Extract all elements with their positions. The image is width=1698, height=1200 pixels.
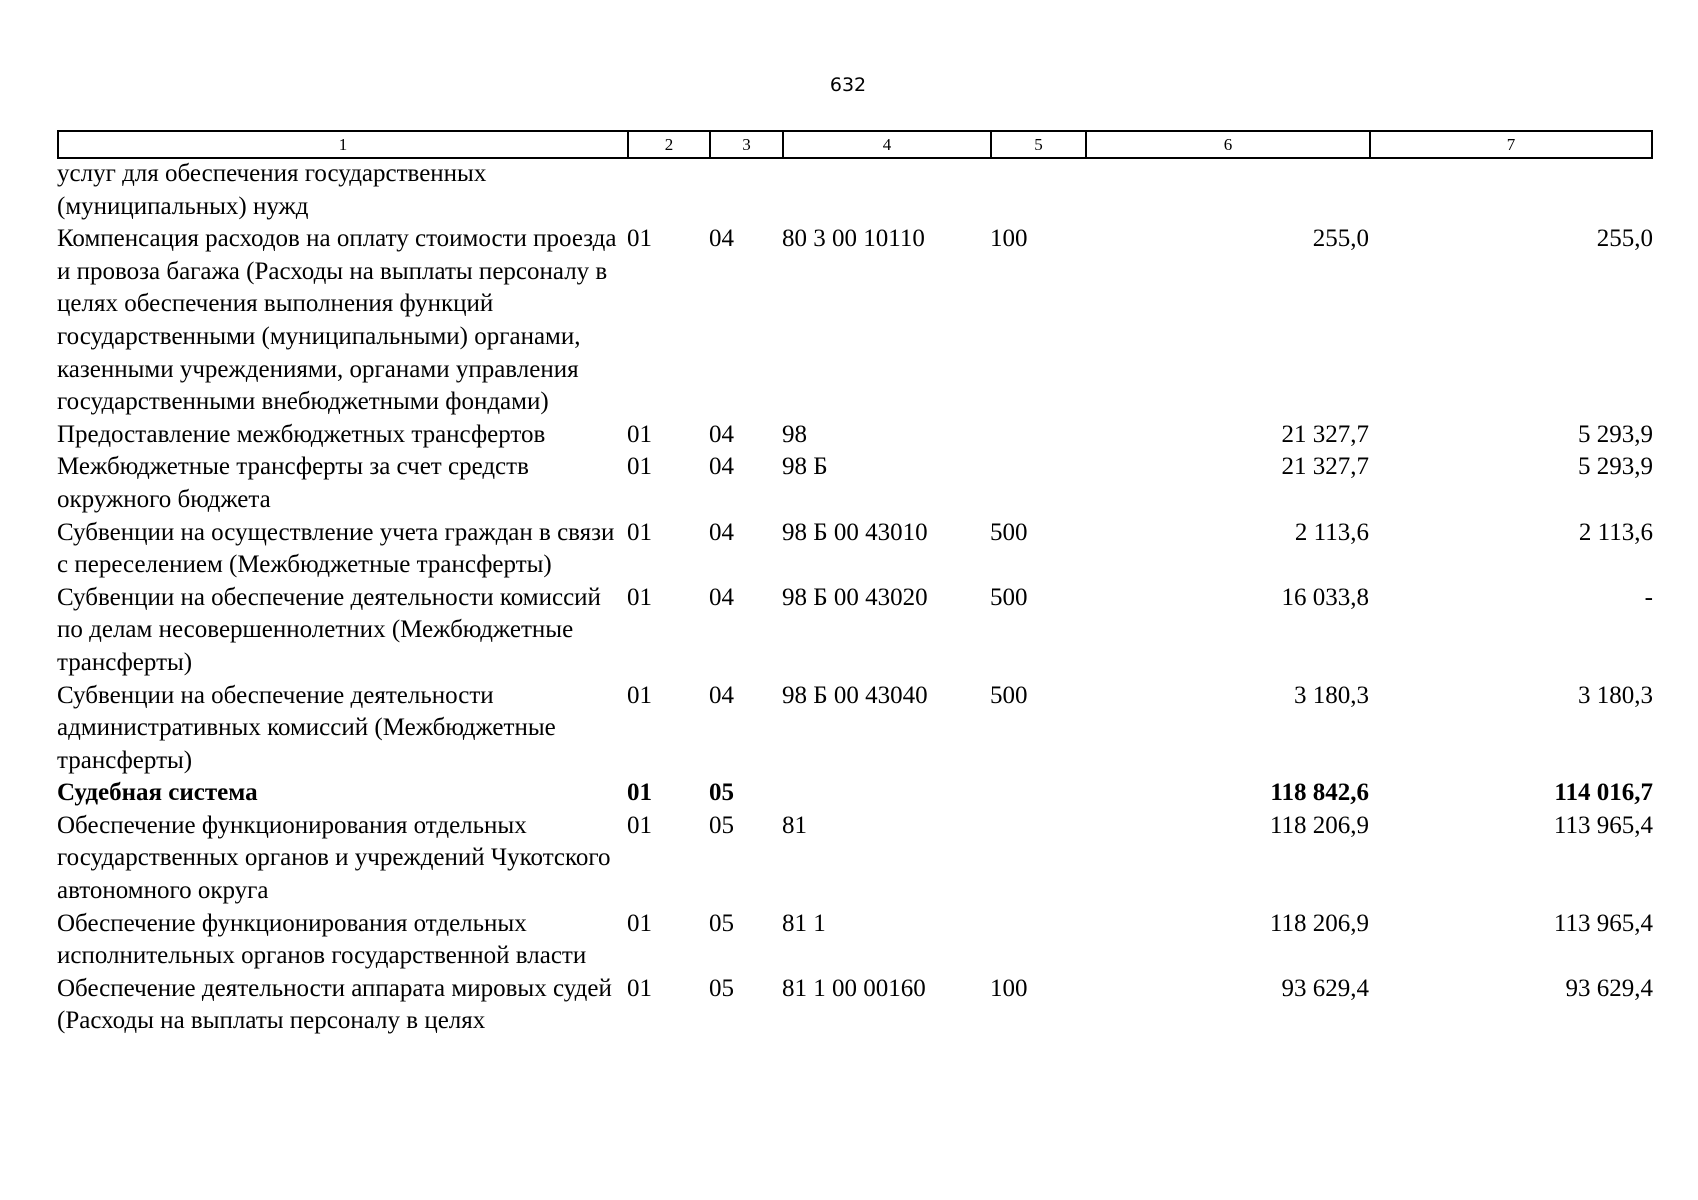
row-expense-type-cell: 100 (990, 225, 1028, 253)
row-name-cell: Субвенции на обеспечение деятельности административных комиссий (Межбюджетные трансферты) (57, 681, 556, 774)
row-amount-2-cell: - (1644, 583, 1653, 611)
row-expense-type-cell: 500 (990, 518, 1028, 546)
table-row (57, 810, 1653, 908)
row-target-code-cell: 98 Б (782, 453, 828, 481)
table-row (57, 680, 1653, 778)
row-name-cell: Судебная система (57, 779, 258, 807)
row-amount-1-cell: 2 113,6 (1294, 518, 1369, 546)
row-name-cell: услуг для обеспечения государственных (муниципальных) нужд (57, 160, 487, 220)
table-row (57, 158, 1653, 223)
row-amount-1-cell: 16 033,8 (1281, 583, 1369, 611)
row-amount-2-cell: 113 965,4 (1553, 811, 1653, 839)
row-subsection-cell: 04 (709, 225, 734, 253)
row-amount-1-cell: 21 327,7 (1281, 420, 1369, 448)
row-subsection-cell: 04 (709, 420, 734, 448)
row-name-cell: Субвенции на обеспечение деятельности комиссий по делам несовершеннолетних (Межбюджетные трансферты) (57, 583, 601, 676)
row-amount-2-cell: 255,0 (1596, 225, 1653, 253)
column-header-4: 4 (783, 131, 991, 158)
row-section-cell: 01 (627, 811, 652, 839)
row-subsection-cell: 04 (709, 518, 734, 546)
row-target-code-cell (782, 158, 990, 223)
row-subsection-cell: 04 (709, 681, 734, 709)
row-subsection-cell: 04 (709, 583, 734, 611)
page-number: 632 (829, 74, 867, 96)
row-amount-2-cell: 5 293,9 (1578, 420, 1653, 448)
table-row (57, 973, 1653, 1038)
row-name-cell: Межбюджетные трансферты за счет средств окружного бюджета (57, 453, 529, 513)
row-amount-1-cell: 21 327,7 (1281, 453, 1369, 481)
row-target-code-cell: 81 (782, 811, 807, 839)
row-section-cell: 01 (627, 583, 652, 611)
row-section-cell (627, 158, 709, 223)
table-row (57, 908, 1653, 973)
row-amount-1-cell (1085, 158, 1369, 223)
row-amount-1-cell: 118 206,9 (1269, 909, 1369, 937)
row-amount-1-cell: 93 629,4 (1281, 974, 1369, 1002)
row-subsection-cell: 05 (709, 779, 734, 807)
row-amount-2-cell: 93 629,4 (1565, 974, 1653, 1002)
budget-table-body (57, 158, 1653, 1038)
row-expense-type-cell: 100 (990, 974, 1028, 1002)
row-amount-2-cell: 2 113,6 (1578, 518, 1653, 546)
table-row (57, 517, 1653, 582)
row-section-cell: 01 (627, 420, 652, 448)
row-target-code-cell: 98 (782, 420, 807, 448)
row-target-code-cell: 98 Б 00 43010 (782, 518, 928, 546)
row-subsection-cell: 05 (709, 909, 734, 937)
column-header-row (58, 131, 1652, 158)
row-subsection-cell (709, 158, 782, 223)
row-section-cell: 01 (627, 779, 652, 807)
row-amount-1-cell: 255,0 (1312, 225, 1369, 253)
table-row (57, 451, 1653, 516)
row-section-cell: 01 (627, 225, 652, 253)
column-header-3: 3 (710, 131, 783, 158)
row-section-cell: 01 (627, 681, 652, 709)
row-expense-type-cell (990, 810, 1085, 908)
row-name-cell: Предоставление межбюджетных трансфертов (57, 420, 546, 448)
row-target-code-cell: 81 1 00 00160 (782, 974, 926, 1002)
row-section-cell: 01 (627, 974, 652, 1002)
row-section-cell: 01 (627, 909, 652, 937)
row-name-cell: Обеспечение функционирования отдельных исполнительных органов государственной власти (57, 909, 587, 970)
row-expense-type-cell (990, 908, 1085, 973)
row-amount-2-cell: 3 180,3 (1578, 681, 1653, 709)
column-header-table (57, 130, 1653, 159)
row-expense-type-cell (990, 419, 1085, 452)
row-target-code-cell: 81 1 (782, 909, 826, 937)
row-subsection-cell: 05 (709, 974, 734, 1002)
row-subsection-cell: 04 (709, 453, 734, 481)
row-amount-1-cell: 3 180,3 (1294, 681, 1369, 709)
row-name-cell: Субвенции на осуществление учета граждан в связи с переселением (Межбюджетные трансферты) (57, 518, 615, 579)
row-name-cell: Обеспечение функционирования отдельных государственных органов и учреждений Чукотского автономного округа (57, 811, 611, 905)
table-row (57, 419, 1653, 452)
row-subsection-cell: 05 (709, 811, 734, 839)
row-expense-type-cell: 500 (990, 583, 1028, 611)
column-header-1: 1 (58, 131, 628, 158)
column-header-6: 6 (1086, 131, 1370, 158)
column-header-2: 2 (628, 131, 710, 158)
table-row (57, 777, 1653, 810)
row-target-code-cell: 98 Б 00 43040 (782, 681, 928, 709)
row-target-code-cell: 80 3 00 10110 (782, 225, 925, 253)
column-header-7: 7 (1370, 131, 1652, 158)
row-amount-2-cell (1369, 158, 1653, 223)
column-header-5: 5 (991, 131, 1086, 158)
row-expense-type-cell (990, 451, 1085, 516)
row-section-cell: 01 (627, 453, 652, 481)
row-expense-type-cell (990, 777, 1085, 810)
row-target-code-cell: 98 Б 00 43020 (782, 583, 928, 611)
row-section-cell: 01 (627, 518, 652, 546)
row-amount-2-cell: 5 293,9 (1578, 453, 1653, 481)
row-name-cell: Обеспечение деятельности аппарата мировых судей (Расходы на выплаты персоналу в целях (57, 974, 612, 1035)
row-amount-2-cell: 114 016,7 (1554, 779, 1653, 807)
row-amount-1-cell: 118 842,6 (1270, 779, 1369, 807)
row-expense-type-cell: 500 (990, 681, 1028, 709)
table-row (57, 223, 1653, 419)
row-name-cell: Компенсация расходов на оплату стоимости проезда и провоза багажа (Расходы на выплаты персоналу в целях обеспечения выполнения функций государственными (муниципальными) органами, казенными учреждениями, органами управления государственными внебюджетными фондами) (57, 225, 617, 416)
row-target-code-cell (782, 777, 990, 810)
row-expense-type-cell (990, 158, 1085, 223)
table-row (57, 582, 1653, 680)
row-amount-2-cell: 113 965,4 (1553, 909, 1653, 937)
row-amount-1-cell: 118 206,9 (1269, 811, 1369, 839)
